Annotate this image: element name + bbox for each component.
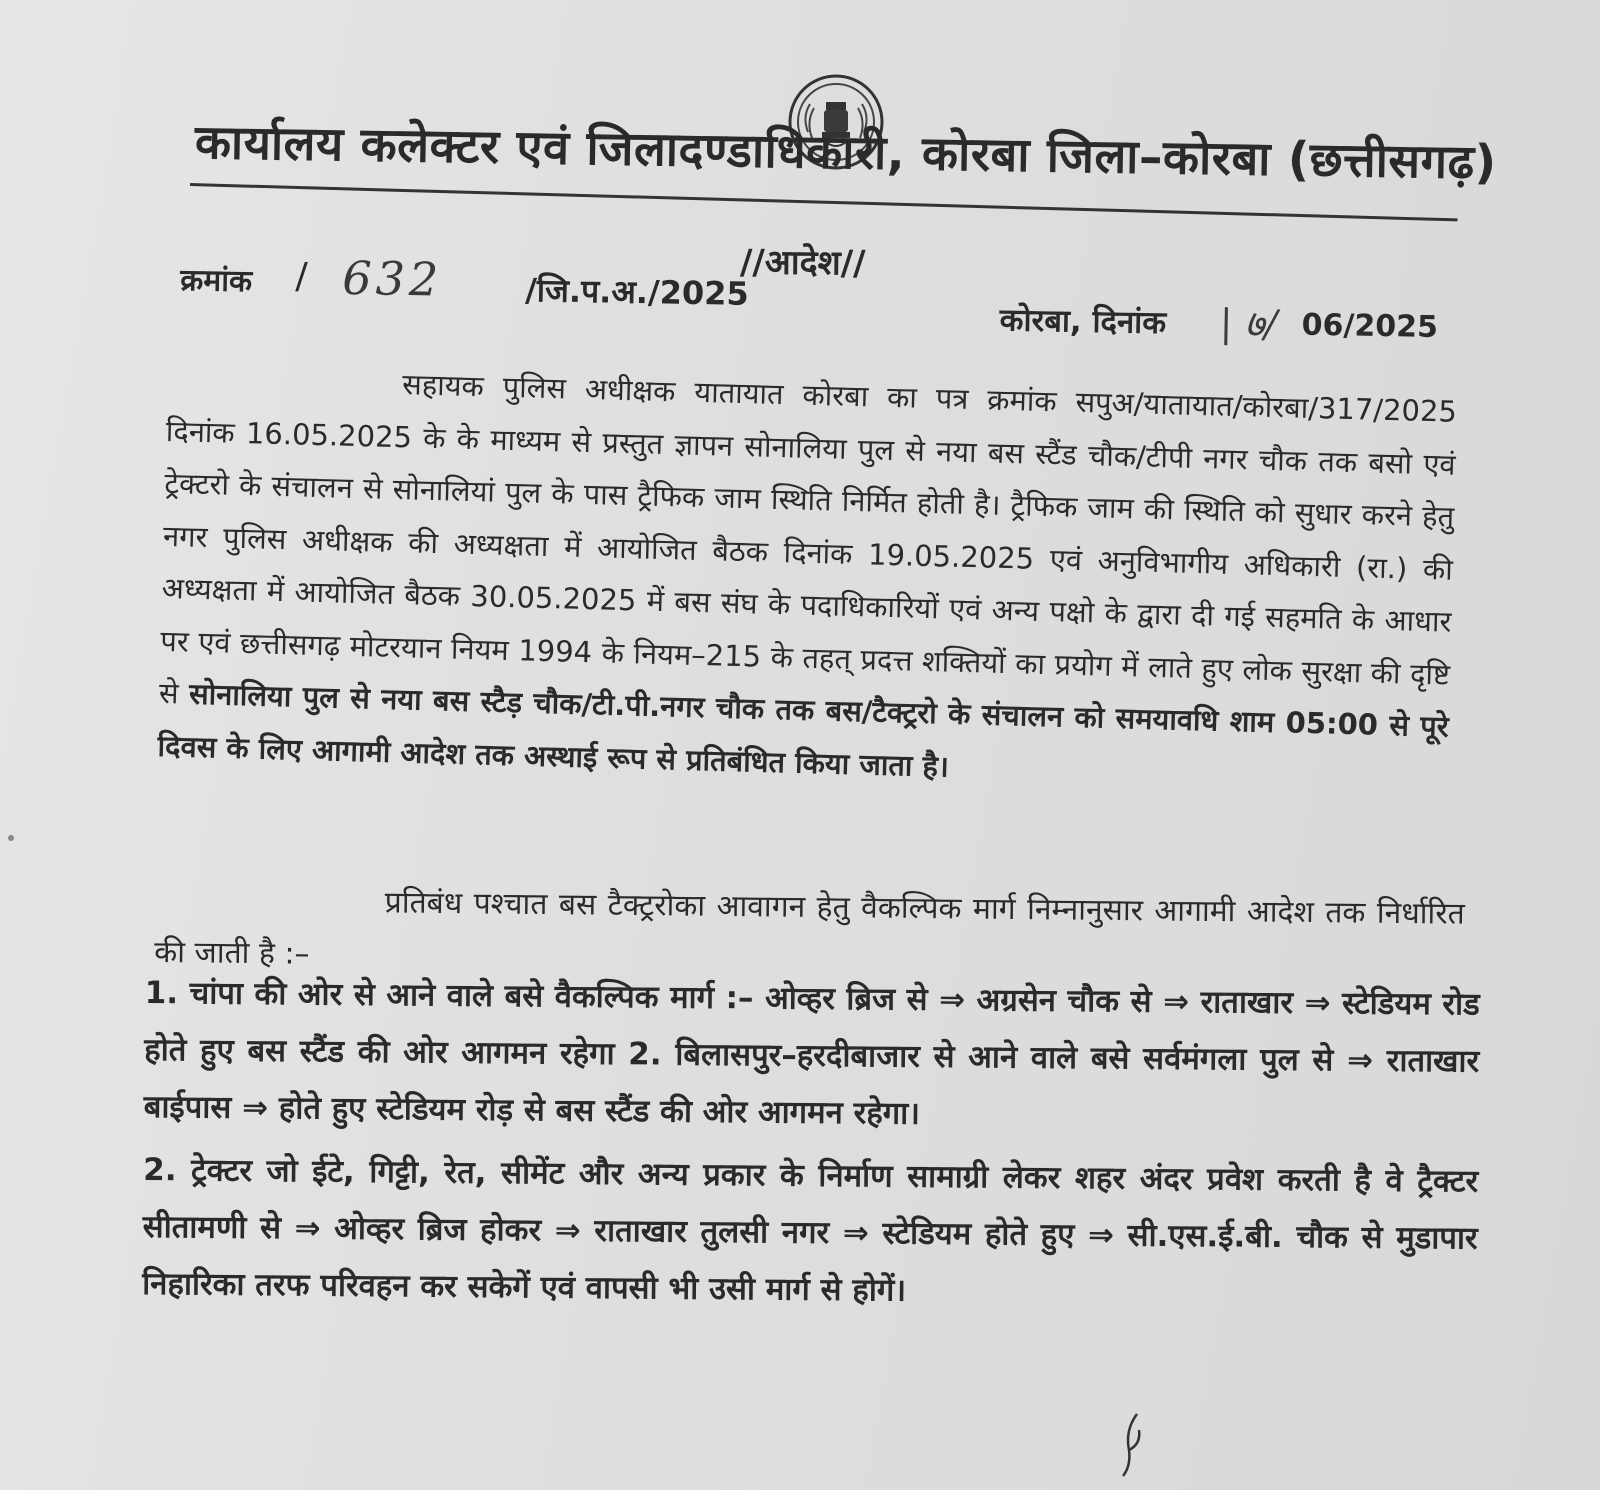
order-number-slash: / [295,256,308,298]
reference-line [179,250,1460,360]
paper-speck [8,835,14,841]
order-code: /जि.प.अ./2025 [524,271,750,313]
date-month-year: 06/2025 [1301,307,1439,345]
order-paragraph-1 [157,352,1458,806]
paragraph-1-bold-text: सोनालिया पुल से नया बस स्टैड़ चौक/टी.पी.नगर चौक तक बस/टैक्ट्ररो के संचालन को समयावधि शाम 05:00 से पूरे दिवस के लिए आगामी आदेश तक अस्थाई रूप से प्रतिबंधित किया जाता है। [157,676,1450,784]
paragraph-1-text: सहायक पुलिस अधीक्षक यातायात कोरबा का पत्र क्रमांक सपुअ/यातायात/कोरबा/317/2025 दिनांक 16.05.2025 के के माध्यम से प्रस्तुत ज्ञापन सोनालिया पुल से नया बस स्टैंड चौक/टीपी नगर चौक तक बसो एवं ट्रेक्टरो के संचालन से सोनालियां पुल के पास ट्रैफिक जाम स्थिति निर्मित होती है। ट्रैफिक जाम की स्थिति को सुधार करने हेतु नगर पुलिस अधीक्षक की अध्यक्षता में आयोजित बैठक दिनांक 19.05.2025 एवं अनुविभागीय अधिकारी (रा.) की अध्यक्षता में आयोजित बैठक 30.05.2025 में बस संघ के पदाधिकारियों एवं अन्य पक्षो के द्वारा दी गई सहमति के आधार पर एवं छत्तीसगढ़ मोटरयान नियम 1994 के नियम–215 के तहत् प्रदत्त शक्तियों का प्रयोग में लाते हुए लोक सुरक्षा की दृष्टि से [158,367,1458,711]
date-day-handwritten: | ७/ [1219,301,1278,347]
alternate-routes-list [142,965,1480,1325]
office-header-title: कार्यालय कलेक्टर एवं जिलादण्डाधिकारी, कोरबा जिला–कोरबा (छत्तीसगढ़) [194,115,1497,191]
route-item-2: 2. ट्रेक्टर जो ईटे, गिट्टी, रेत, सीमेंट और अन्य प्रकार के निर्माण सामाग्री लेकर शहर अंदर प्रवेश करती है वे ट्रैक्टर सीतामणी से ⇒ ओव्हर ब्रिज होकर ⇒ राताखार तुलसी नगर ⇒ स्टेडियम होते हुए ⇒ सी.एस.ई.बी. चौक से मुडापार निहारिका तरफ परिवहन कर सकेगें एवं वापसी भी उसी मार्ग से होगें। [142,1151,1479,1309]
order-heading: //आदेश// [739,242,866,284]
order-number-label: क्रमांक [180,263,253,300]
place-date-label: कोरबा, दिनांक [999,302,1167,342]
order-paragraph-2: प्रतिबंध पश्चात बस टैक्ट्ररोका आवागन हेतु वैकल्पिक मार्ग निम्नानुसार आगामी आदेश तक निर्धारित की जाती है :– [154,885,1465,972]
signature-mark-icon [1115,1410,1155,1480]
route-item-1: 1. चांपा की ओर से आने वाले बसे वैकल्पिक मार्ग :– ओव्हर ब्रिज से ⇒ अग्रसेन चौक से ⇒ राताखार ⇒ स्टेडियम रोड होते हुए बस स्टैंड की ओर आगमन रहेगा 2. बिलासपुर–हरदीबाजार से आने वाले बसे सर्वमंगला पुल से ⇒ राताखार बाईपास ⇒ होते हुए स्टेडियम रोड़ से बस स्टैंड की ओर आगमन रहेगा। [143,974,1480,1132]
order-number-handwritten: 632 [341,250,443,307]
